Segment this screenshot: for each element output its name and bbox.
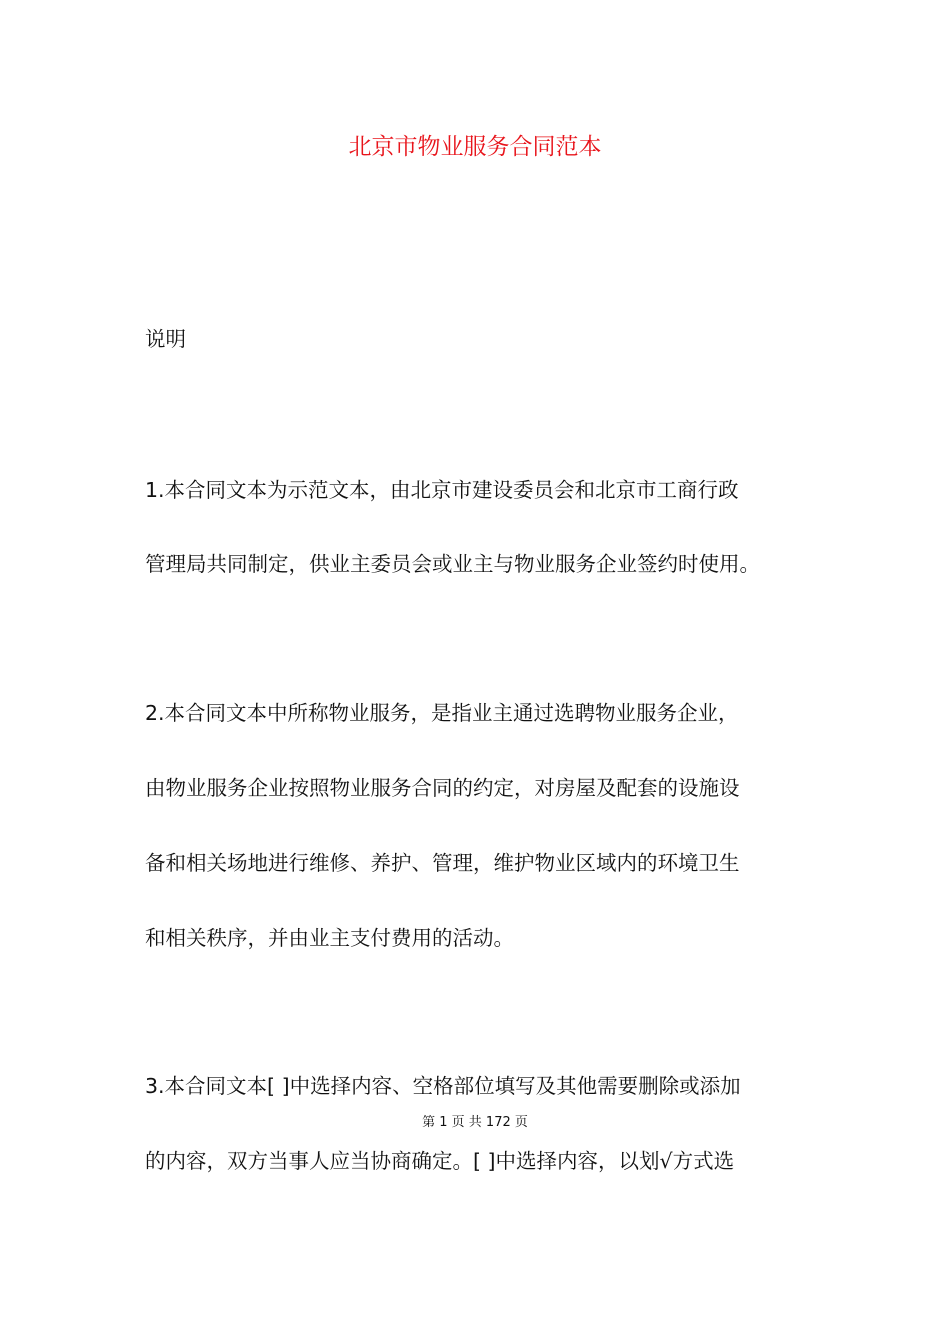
paragraph-line: 管理局共同制定，供业主委员会或业主与物业服务企业签约时使用。 (145, 552, 760, 576)
document-title: 北京市物业服务合同范本 (348, 134, 602, 160)
paragraph-line: 1.本合同文本为示范文本，由北京市建设委员会和北京市工商行政 (145, 478, 739, 502)
paragraph-line: 由物业服务企业按照物业服务合同的约定，对房屋及配套的设施设 (145, 776, 740, 800)
section-heading: 说明 (145, 327, 186, 351)
paragraph-line: 2.本合同文本中所称物业服务，是指业主通过选聘物业服务企业， (145, 701, 739, 725)
paragraph-line: 的内容，双方当事人应当协商确定。[ ]中选择内容，以划√方式选 (145, 1149, 735, 1173)
paragraph-line: 3.本合同文本[ ]中选择内容、空格部位填写及其他需要删除或添加 (145, 1074, 741, 1098)
paragraph-line: 备和相关场地进行维修、养护、管理，维护物业区域内的环境卫生 (145, 851, 740, 875)
paragraph-line: 和相关秩序，并由业主支付费用的活动。 (145, 926, 514, 950)
page-footer: 第 1 页 共 172 页 (422, 1115, 528, 1130)
